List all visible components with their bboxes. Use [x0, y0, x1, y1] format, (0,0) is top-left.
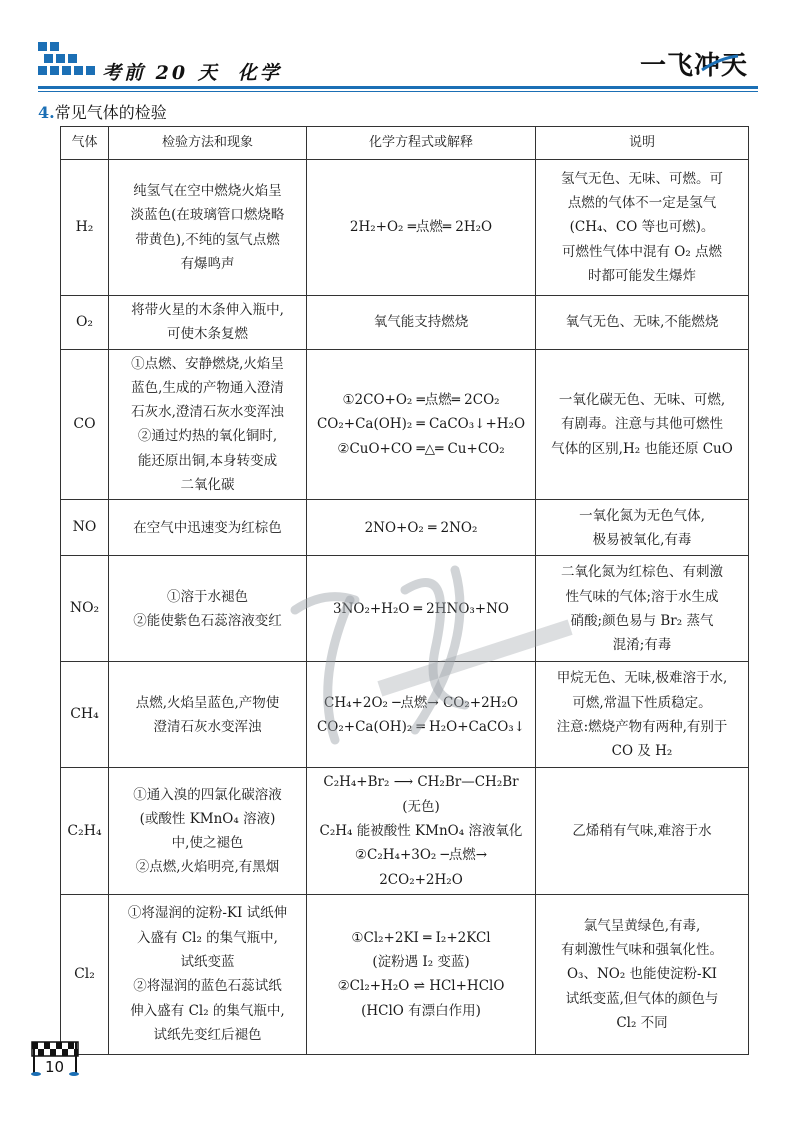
note-line: Cl₂ 不同 [616, 1014, 668, 1031]
note-line: 乙烯稍有气味,难溶于水 [572, 822, 712, 839]
method-line: ①点燃、安静燃烧,火焰呈 [131, 355, 284, 372]
equation-line: (HClO 有漂白作用) [361, 1002, 481, 1019]
method-line: ②点燃,火焰明亮,有黑烟 [135, 859, 280, 876]
method-line: ①溶于水褪色 [167, 588, 248, 605]
brand-subject: 化学 [237, 62, 282, 84]
equation-line: ①Cl₂+2KI ═ I₂+2KCl [351, 929, 491, 946]
note-line: CO 及 H₂ [611, 743, 673, 760]
note-line: 点燃的气体不一定是氢气 [567, 195, 717, 212]
note-cell [536, 160, 749, 296]
gas-cell: CO [61, 349, 109, 500]
note-cell [536, 296, 749, 350]
method-line: 入盛有 Cl₂ 的集气瓶中, [137, 929, 278, 946]
method-line: ②能使紫色石蕊溶液变红 [133, 612, 282, 629]
note-cell [536, 662, 749, 768]
method-line: 蓝色,生成的产物通入澄清 [131, 379, 284, 396]
equation-line: (淀粉遇 I₂ 变蓝) [372, 954, 470, 971]
note-line: 二氧化氮为红棕色、有刺激 [561, 564, 723, 581]
method-line: 能还原出铜,本身转变成 [137, 452, 278, 469]
note-cell [536, 500, 749, 556]
equation-line: CO₂+Ca(OH)₂ ═ CaCO₃↓+H₂O [316, 416, 526, 433]
brand-left: 考前 [102, 62, 147, 84]
equation-cell [307, 349, 536, 500]
equation-line: 氧气能支持燃烧 [373, 314, 469, 331]
equation-line: CH₄+2O₂ ─点燃→ CO₂+2H₂O [324, 694, 518, 711]
note-line: (CH₄、CO 等也可燃)。 [569, 219, 715, 236]
equation-cell [307, 894, 536, 1054]
method-line: 试纸先变红后褪色 [153, 1026, 262, 1043]
header-rule [38, 86, 758, 89]
note-line: 性气味的气体;溶于水生成 [565, 588, 719, 605]
section-title [38, 100, 167, 123]
note-line: 甲烷无色、无味,极难溶于水, [556, 670, 728, 687]
book-brand [102, 58, 282, 85]
method-line: 纯氢气在空中燃烧火焰呈 [133, 182, 282, 199]
equation-cell [307, 556, 536, 662]
method-line: 伸入盛有 Cl₂ 的集气瓶中, [130, 1002, 285, 1019]
note-line: 气体的区别,H₂ 也能还原 CuO [551, 440, 733, 457]
section-title-text: 常见气体的检验 [54, 103, 167, 122]
method-line: 澄清石灰水变浑浊 [153, 718, 262, 735]
note-line: 注意:燃烧产物有两种,有别于 [556, 718, 728, 735]
note-line: 试纸变蓝,但气体的颜色与 [565, 990, 719, 1007]
method-line: ②通过灼热的氧化铜时, [137, 428, 278, 445]
gas-cell: Cl₂ [61, 894, 109, 1054]
equation-line: ②CuO+CO ═△═ Cu+CO₂ [337, 440, 505, 457]
equation-cell [307, 160, 536, 296]
table-row [61, 894, 749, 1054]
equation-cell [307, 768, 536, 894]
equation-line: ②C₂H₄+3O₂ ─点燃→ 2CO₂+2H₂O [354, 847, 488, 888]
method-line: 将带火星的木条伸入瓶中, [131, 302, 284, 318]
gas-cell: NO₂ [61, 556, 109, 662]
method-cell [109, 160, 307, 296]
method-line: 石灰水,澄清石灰水变浑浊 [131, 404, 284, 421]
note-line: 一氧化氮为无色气体, [579, 507, 705, 524]
column-header-method: 检验方法和现象 [109, 127, 307, 160]
equation-cell [307, 296, 536, 350]
gas-test-table [60, 126, 749, 1055]
note-line: 时都可能发生爆炸 [588, 267, 696, 284]
equation-line: C₂H₄ 能被酸性 KMnO₄ 溶液氧化 [319, 822, 523, 839]
method-line: 在空气中迅速变为红棕色 [133, 519, 282, 536]
method-cell [109, 556, 307, 662]
equation-line: 2H₂+O₂ ═点燃═ 2H₂O [349, 219, 493, 236]
equation-line: CO₂+Ca(OH)₂ ═ H₂O+CaCO₃↓ [316, 718, 526, 735]
method-cell [109, 349, 307, 500]
note-line: 混淆;有毒 [612, 637, 672, 654]
method-cell [109, 500, 307, 556]
column-header-equation: 化学方程式或解释 [307, 127, 536, 160]
method-line: ②将湿润的蓝色石蕊试纸 [133, 978, 282, 995]
note-cell [536, 349, 749, 500]
method-line: 可使木条复燃 [167, 326, 248, 343]
method-line: 带黄色),不纯的氢气点燃 [135, 231, 280, 248]
table-row [61, 556, 749, 662]
brand-days: 20 天 [155, 62, 220, 84]
method-cell [109, 296, 307, 350]
table-row [61, 349, 749, 500]
note-cell [536, 768, 749, 894]
note-line: O₃、NO₂ 也能使淀粉-KI [566, 966, 718, 983]
column-header-gas: 气体 [61, 127, 109, 160]
page-header [0, 0, 800, 92]
table-row [61, 160, 749, 296]
method-line: ①通入溴的四氯化碳溶液 [133, 786, 282, 803]
equation-line: C₂H₄+Br₂ ⟶ CH₂Br—CH₂Br [323, 774, 519, 791]
section-number: 4. [38, 103, 55, 122]
method-line: 有爆鸣声 [180, 255, 235, 272]
page-number: 10 [45, 1058, 65, 1076]
method-line: 试纸变蓝 [180, 954, 235, 971]
note-line: 可燃,常温下性质稳定。 [572, 694, 712, 711]
note-line: 有剧毒。注意与其他可燃性 [561, 416, 723, 433]
method-line: 淡蓝色(在玻璃管口燃烧略 [130, 207, 285, 224]
swoosh-icon [700, 54, 740, 74]
column-header-note: 说明 [536, 127, 749, 160]
header-rule-thin [38, 91, 758, 92]
note-line: 硝酸;颜色易与 Br₂ 蒸气 [570, 612, 714, 629]
equation-line: (无色) [402, 798, 440, 815]
table-row [61, 296, 749, 350]
equation-line: 2NO+O₂ ═ 2NO₂ [364, 519, 478, 536]
method-cell [109, 662, 307, 768]
equation-line: ②Cl₂+H₂O ⇌ HCl+HClO [337, 978, 505, 995]
table-row [61, 768, 749, 894]
method-line: ①将湿润的淀粉-KI 试纸伸 [127, 905, 288, 922]
gas-cell: O₂ [61, 296, 109, 350]
note-cell [536, 556, 749, 662]
method-line: 中,使之褪色 [171, 835, 244, 852]
note-line: 氢气无色、无味、可燃。可 [561, 170, 723, 187]
method-cell [109, 768, 307, 894]
equation-line: ①2CO+O₂ ═点燃═ 2CO₂ [342, 392, 500, 409]
series-name: 一飞冲天 [640, 51, 749, 81]
table-header-row [61, 127, 749, 160]
gas-cell: C₂H₄ [61, 768, 109, 894]
note-line: 可燃性气体中混有 O₂ 点燃 [561, 243, 723, 260]
method-cell [109, 894, 307, 1054]
note-line: 极易被氧化,有毒 [592, 531, 692, 548]
gas-cell: NO [61, 500, 109, 556]
note-cell [536, 894, 749, 1054]
note-line: 有刺激性气味和强氧化性。 [561, 941, 723, 958]
gas-cell: H₂ [61, 160, 109, 296]
note-line: 氯气呈黄绿色,有毒, [583, 917, 701, 934]
method-line: (或酸性 KMnO₄ 溶液) [139, 810, 276, 827]
brand-logo-icon [38, 42, 98, 82]
note-line: 一氧化碳无色、无味、可燃, [558, 392, 726, 409]
table-row [61, 662, 749, 768]
equation-cell [307, 500, 536, 556]
method-line: 点燃,火焰呈蓝色,产物使 [135, 694, 280, 711]
gas-cell: CH₄ [61, 662, 109, 768]
equation-cell [307, 662, 536, 768]
table-row [61, 500, 749, 556]
equation-line: 3NO₂+H₂O ═ 2HNO₃+NO [332, 600, 509, 617]
note-line: 氧气无色、无味,不能燃烧 [565, 314, 719, 331]
method-line: 二氧化碳 [180, 477, 235, 494]
